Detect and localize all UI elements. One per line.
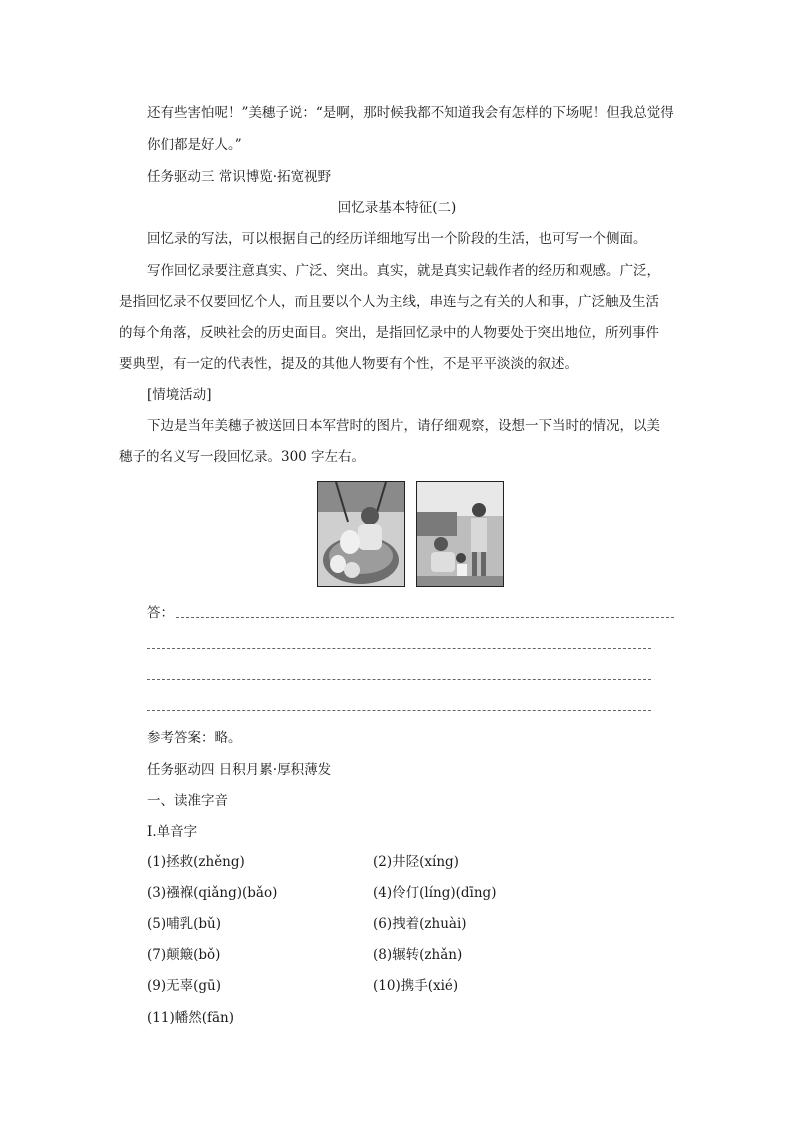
section-subtitle: 回忆录基本特征(二) — [337, 200, 457, 216]
section-heading: 一、读准字音 — [147, 793, 228, 809]
pinyin-item: (5)哺乳(bǔ) — [147, 916, 221, 932]
photo-girl-in-basket — [317, 481, 405, 587]
task4-heading: 任务驱动四 日积月累·厚积薄发 — [147, 762, 332, 778]
task3-heading: 任务驱动三 常识博览·拓宽视野 — [147, 169, 332, 185]
pinyin-item: (3)襁褓(qiǎng)(bǎo) — [147, 885, 278, 901]
paragraph-line: 写作回忆录要注意真实、广泛、突出。真实，就是真实记载作者的经历和观感。广泛， — [147, 263, 660, 279]
pinyin-item: (6)拽着(zhuài) — [373, 916, 467, 932]
pinyin-item: (8)辗转(zhǎn) — [373, 947, 463, 963]
activity-label: [情境活动] — [147, 387, 212, 403]
paragraph-line: 你们都是好人。” — [147, 137, 242, 153]
paragraph-line: 下边是当年美穗子被送回日本军营时的图片，请仔细观察，设想一下当时的情况，以美 — [147, 418, 660, 434]
answer-line[interactable] — [147, 710, 651, 711]
answer-line[interactable] — [147, 648, 651, 649]
subsection-heading: Ⅰ.单音字 — [147, 824, 198, 840]
answer-line[interactable] — [147, 679, 651, 680]
pinyin-item: (2)井陉(xíng) — [373, 854, 459, 870]
paragraph-line: 穗子的名义写一段回忆录。300 字左右。 — [119, 449, 366, 465]
photo-soldiers-scene — [416, 481, 504, 587]
pinyin-item: (10)携手(xié) — [373, 978, 459, 994]
paragraph-line: 要典型，有一定的代表性，提及的其他人物要有个性，不是平平淡淡的叙述。 — [119, 356, 578, 372]
pinyin-item: (1)拯救(zhěng) — [147, 854, 245, 870]
photo-group — [317, 481, 505, 587]
pinyin-item: (7)颠簸(bǒ) — [147, 947, 221, 963]
pinyin-item: (11)幡然(fān) — [147, 1010, 234, 1026]
answer-line[interactable] — [176, 617, 674, 618]
paragraph-line: 还有些害怕呢！”美穗子说：“是啊，那时候我都不知道我会有怎样的下场呢！但我总觉得 — [147, 105, 674, 121]
paragraph-line: 回忆录的写法，可以根据自己的经历详细地写出一个阶段的生活，也可写一个侧面。 — [147, 231, 647, 247]
pinyin-item: (4)伶仃(líng)(dīng) — [373, 885, 497, 901]
paragraph-line: 是指回忆录不仅要回忆个人，而且要以个人为主线，串连与之有关的人和事，广泛触及生活 — [119, 294, 659, 310]
answer-label: 答： — [147, 605, 174, 621]
paragraph-line: 的每个角落，反映社会的历史面目。突出，是指回忆录中的人物要处于突出地位，所列事件 — [119, 325, 659, 341]
reference-answer: 参考答案：略。 — [147, 730, 242, 746]
pinyin-item: (9)无辜(gū) — [147, 978, 221, 994]
